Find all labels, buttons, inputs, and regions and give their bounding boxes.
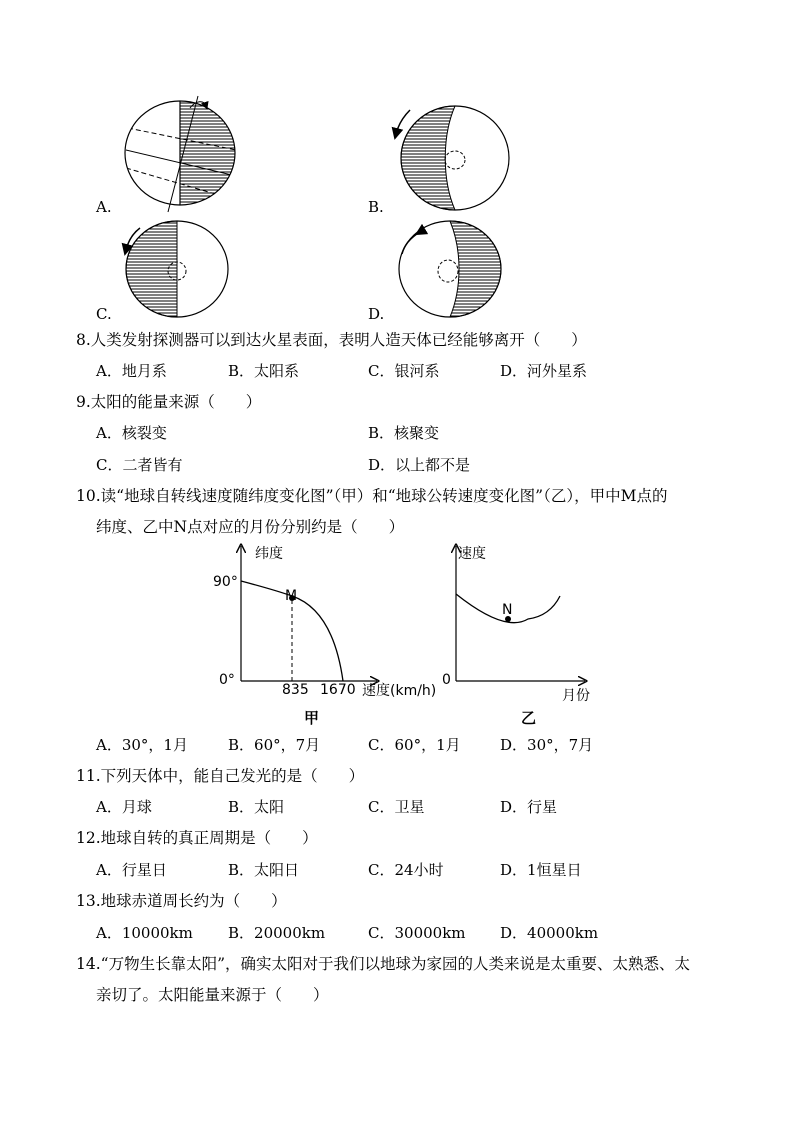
q10-option-a: A．30°，1月 bbox=[96, 736, 188, 754]
q9-option-b: B．核聚变 bbox=[368, 424, 440, 442]
q8-option-b: B．太阳系 bbox=[228, 362, 300, 380]
q13-option-a: A．10000km bbox=[96, 924, 193, 942]
question-13: 13.地球赤道周长约为（ ） bbox=[76, 892, 287, 910]
jia-x-tick-835: 835 bbox=[282, 682, 309, 698]
jia-x-tick-1670: 1670 bbox=[320, 682, 356, 698]
jia-y-tick-90: 90° bbox=[213, 574, 238, 590]
q11-option-a: A．月球 bbox=[96, 798, 152, 816]
yi-x-label: 月份 bbox=[562, 688, 590, 704]
q12-option-a: A．行星日 bbox=[96, 861, 167, 879]
chart-jia bbox=[205, 538, 445, 728]
q8-option-d: D．河外星系 bbox=[500, 362, 588, 380]
jia-y-label: 纬度 bbox=[255, 546, 283, 562]
question-13-text: 地球赤道周长约为（ ） bbox=[100, 892, 287, 910]
yi-origin: 0 bbox=[442, 672, 451, 688]
q12-option-b: B．太阳日 bbox=[228, 861, 300, 879]
question-10-text-1: 读“地球自转线速度随纬度变化图”（甲）和“地球公转速度变化图”（乙），甲中M点的 bbox=[100, 487, 668, 505]
q9-option-c: C．二者皆有 bbox=[96, 456, 183, 474]
question-9-text: 太阳的能量来源（ ） bbox=[90, 393, 262, 411]
jia-caption: 甲 bbox=[304, 709, 320, 727]
question-14-line1: 14.“万物生长靠太阳”，确实太阳对于我们以地球为家园的人类来说是太重要、太熟悉、太 bbox=[76, 955, 691, 973]
question-12: 12.地球自转的真正周期是（ ） bbox=[76, 829, 318, 847]
q13-option-d: D．40000km bbox=[500, 924, 599, 942]
q10-option-d: D．30°，7月 bbox=[500, 736, 594, 754]
q9-option-a: A．核裂变 bbox=[96, 424, 167, 442]
q11-option-d: D．行星 bbox=[500, 798, 558, 816]
q10-option-c: C．60°，1月 bbox=[368, 736, 461, 754]
q12-option-d: D．1恒星日 bbox=[500, 861, 582, 879]
yi-caption: 乙 bbox=[521, 709, 537, 727]
q12-option-c: C．24小时 bbox=[368, 861, 444, 879]
q8-option-a: A．地月系 bbox=[96, 362, 167, 380]
jia-y-tick-0: 0° bbox=[219, 672, 235, 688]
globe-d bbox=[399, 221, 501, 317]
jia-x-label: 速度(km/h) bbox=[362, 683, 437, 699]
yi-y-label: 速度 bbox=[458, 546, 486, 562]
question-9: 9.太阳的能量来源（ ） bbox=[76, 393, 262, 411]
question-8: 8.人类发射探测器可以到达火星表面，表明人造天体已经能够离开（ ） bbox=[76, 331, 587, 349]
globe-a bbox=[125, 96, 238, 212]
question-8-text: 人类发射探测器可以到达火星表面，表明人造天体已经能够离开（ ） bbox=[90, 331, 587, 349]
q9-option-d: D．以上都不是 bbox=[368, 456, 471, 474]
question-12-text: 地球自转的真正周期是（ ） bbox=[100, 829, 318, 847]
jia-m-label: M bbox=[285, 588, 298, 604]
question-11: 11.下列天体中，能自己发光的是（ ） bbox=[76, 767, 365, 785]
globe-c bbox=[126, 221, 228, 317]
chart-yi bbox=[440, 538, 610, 728]
option-c-label: C. bbox=[96, 305, 112, 323]
question-10-line1: 10.读“地球自转线速度随纬度变化图”（甲）和“地球公转速度变化图”（乙），甲中M点的 bbox=[76, 487, 668, 505]
q11-option-c: C．卫星 bbox=[368, 798, 425, 816]
yi-n-label: N bbox=[502, 602, 513, 618]
option-d-label: D. bbox=[368, 305, 385, 323]
q8-option-c: C．银河系 bbox=[368, 362, 440, 380]
option-b-label: B. bbox=[368, 198, 384, 216]
globe-diagrams bbox=[0, 0, 794, 330]
q13-option-c: C．30000km bbox=[368, 924, 466, 942]
globe-b bbox=[396, 106, 509, 210]
question-14-line2: 亲切了。太阳能量来源于（ ） bbox=[96, 986, 329, 1004]
q13-option-b: B．20000km bbox=[228, 924, 326, 942]
question-10-line2: 纬度、乙中N点对应的月份分别约是（ ） bbox=[96, 518, 405, 536]
option-a-label: A. bbox=[96, 198, 112, 216]
question-11-text: 下列天体中，能自己发光的是（ ） bbox=[100, 767, 365, 785]
question-14-text-1: “万物生长靠太阳”，确实太阳对于我们以地球为家园的人类来说是太重要、太熟悉、太 bbox=[100, 955, 691, 973]
q11-option-b: B．太阳 bbox=[228, 798, 285, 816]
q10-option-b: B．60°，7月 bbox=[228, 736, 321, 754]
